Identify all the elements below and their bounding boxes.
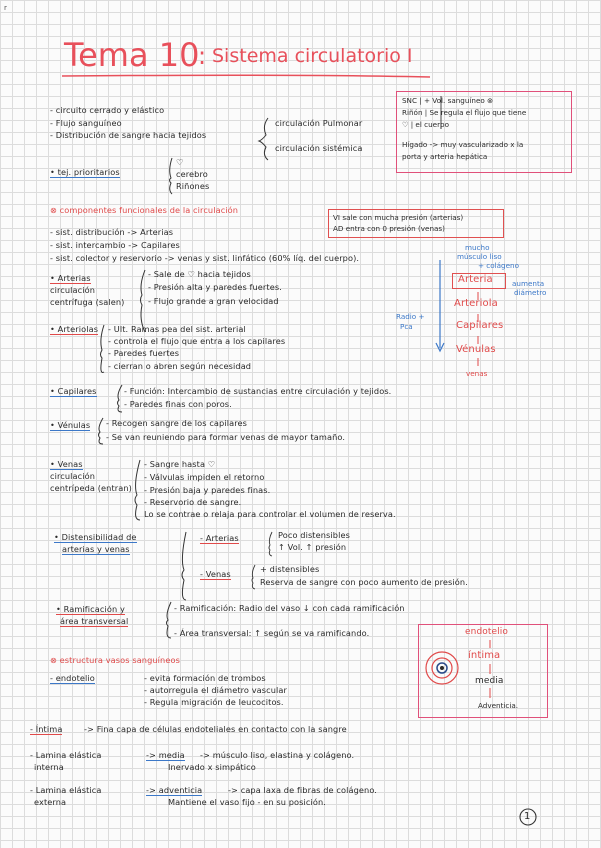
ramificacion-label xyxy=(56,604,125,614)
adventicia-sub: Mantiene el vaso fijo - en su posición. xyxy=(168,797,326,807)
organ-heart: ♡ xyxy=(176,157,184,167)
note-box-content xyxy=(402,95,526,163)
page-corner-mark: r xyxy=(4,3,7,12)
media-sub: Inervado x simpático xyxy=(168,762,256,772)
venas-item: - Presión baja y paredes finas. xyxy=(144,485,271,495)
dist-venas-item: Reserva de sangre con poco aumento de presión. xyxy=(260,577,468,587)
flow-side-left: Radio + xyxy=(396,312,425,321)
venas-item: - Válvulas impiden el retorno xyxy=(144,472,265,482)
arteriolas-item: - controla el flujo que entra a los capilares xyxy=(108,336,286,346)
ramificacion-label-text: área transversal xyxy=(60,616,129,626)
arterias-item: - Presión alta y paredes fuertes. xyxy=(148,282,282,292)
note-line: Hígado -> muy vascularizado x la xyxy=(402,140,524,149)
venas-label-text: • Venas xyxy=(50,459,83,469)
ramificacion-label xyxy=(60,616,128,626)
ramificacion-item: - Ramificación: Radio del vaso ↓ con cada ramificación xyxy=(174,603,405,613)
distensibilidad-label-text: • Distensibilidad de xyxy=(54,532,137,542)
distensibilidad-label-text: arterias y venas xyxy=(62,544,130,554)
lamina-externa: externa xyxy=(34,797,67,807)
endotelio-item: - Regula migración de leucocitos. xyxy=(144,697,284,707)
dist-arterias-item: ↑ Vol. ↑ presión xyxy=(278,542,347,552)
estructura-heading: ⊗ estructura vasos sanguíneos xyxy=(50,655,180,665)
flow-note: mucho xyxy=(465,243,490,252)
flow-side-left: Pca xyxy=(400,322,413,331)
venulas-item: - Recogen sangre de los capilares xyxy=(106,418,248,428)
venas-item: - Sangre hasta ♡ xyxy=(144,459,216,469)
venas-sub: circulación xyxy=(50,471,96,481)
vessel-label-endotelio: endotelio xyxy=(465,627,508,637)
ramificacion-item: - Área transversal: ↑ según se va ramificando. xyxy=(174,628,370,638)
flow-node-capilares: Capilares xyxy=(456,320,504,331)
page-number: 1 xyxy=(524,811,531,822)
flow-node-venas: venas xyxy=(466,369,488,378)
dist-venas-term xyxy=(200,569,231,579)
arteriolas-item: - Paredes fuertes xyxy=(108,348,180,358)
adventicia-term-text: -> adventicia xyxy=(146,785,203,795)
arterias-label-text: • Arterias xyxy=(50,273,91,283)
endotelio-label-text: - endotelio xyxy=(50,673,95,683)
arterias-item: - Flujo grande a gran velocidad xyxy=(148,296,279,306)
page-title: Sistema circulatorio I xyxy=(212,45,413,67)
dist-arterias-term-text: - Arterias xyxy=(200,533,239,543)
pressure-line: VI sale con mucha presión (arterias) xyxy=(333,213,464,222)
circulation-systemic: circulación sistémica xyxy=(275,143,363,153)
intro-item: - circuito cerrado y elástico xyxy=(50,105,165,115)
venas-label xyxy=(50,459,83,469)
arterias-sub: circulación xyxy=(50,285,96,295)
venulas-label-text: • Vénulas xyxy=(50,420,91,430)
dist-arterias-item: Poco distensibles xyxy=(278,530,350,540)
arterias-label xyxy=(50,273,91,283)
adventicia-text: -> capa laxa de fibras de colágeno. xyxy=(228,785,377,795)
dist-arterias-term xyxy=(200,533,239,543)
ramificacion-label-text: • Ramificación y xyxy=(56,604,125,614)
capilares-item: - Función: Intercambio de sustancias entre circulación y tejidos. xyxy=(124,386,392,396)
capilares-item: - Paredes finas con poros. xyxy=(124,399,232,409)
intima-label-text: - Íntima xyxy=(30,724,63,734)
media-term xyxy=(146,750,185,760)
arteriolas-item: - cierran o abren según necesidad xyxy=(108,361,252,371)
organ-kidneys: Riñones xyxy=(176,181,210,191)
note-line: porta y arteria hepática xyxy=(402,152,488,161)
endotelio-label xyxy=(50,673,95,683)
flow-note: músculo liso xyxy=(457,252,502,261)
intima-text: -> Fina capa de células endoteliales en contacto con la sangre xyxy=(84,724,347,734)
flow-node-arteriola: Arteriola xyxy=(454,298,498,309)
note-line: ♡ | el cuerpo xyxy=(402,120,449,129)
flow-side-right: diámetro xyxy=(514,288,547,297)
dist-venas-item: + distensibles xyxy=(260,564,320,574)
note-line: SNC | + Vol. sanguíneo ⊗ xyxy=(402,96,494,105)
vessel-label-intima: íntima xyxy=(468,650,501,661)
organ-brain: cerebro xyxy=(176,169,208,179)
lamina-interna: interna xyxy=(34,762,64,772)
component-item: - sist. intercambio -> Capilares xyxy=(50,240,180,250)
components-heading: ⊗ componentes funcionales de la circulación xyxy=(50,205,239,215)
venulas-label xyxy=(50,420,90,430)
component-item: - sist. colector y reservorio -> venas y sist. linfático (60% líq. del cuerpo). xyxy=(50,253,360,263)
venas-item: - Reservorio de sangre. xyxy=(144,497,242,507)
organs-label-text: • tej. prioritarios xyxy=(50,167,120,177)
capilares-label xyxy=(50,386,97,396)
venulas-item: - Se van reuniendo para formar venas de mayor tamaño. xyxy=(106,432,346,442)
endotelio-item: - autorregula el diámetro vascular xyxy=(144,685,288,695)
flow-note: + colágeno xyxy=(478,261,519,270)
intima-label xyxy=(30,724,62,734)
intro-item: - Flujo sanguíneo xyxy=(50,118,122,128)
capilares-label-text: • Capilares xyxy=(50,386,97,396)
arterias-sub: centrífuga (salen) xyxy=(50,297,125,307)
lamina-externa: - Lamina elástica xyxy=(30,785,102,795)
component-item: - sist. distribución -> Arterias xyxy=(50,227,174,237)
page-title-colon: : xyxy=(198,42,207,70)
arteriolas-label-text: • Arteriolas xyxy=(50,324,99,334)
vessel-label-adventicia: Adventicia. xyxy=(478,701,519,710)
dist-venas-term-text: - Venas xyxy=(200,569,231,579)
flow-side-right: aumenta xyxy=(512,279,545,288)
organs-label xyxy=(50,167,120,177)
flow-node-arteria: Arteria xyxy=(458,274,493,285)
adventicia-term xyxy=(146,785,202,795)
lamina-interna: - Lamina elástica xyxy=(30,750,102,760)
endotelio-item: - evita formación de trombos xyxy=(144,673,266,683)
pressure-line: AD entra con 0 presión (venas) xyxy=(333,224,445,233)
media-term-text: -> media xyxy=(146,750,185,760)
arteriolas-label xyxy=(50,324,98,334)
circulation-pulmonary: circulación Pulmonar xyxy=(275,118,363,128)
vessel-label-media: media xyxy=(475,676,504,686)
venas-sub: centrípeda (entran) xyxy=(50,483,132,493)
venas-item: Lo se contrae o relaja para controlar el volumen de reserva. xyxy=(144,509,396,519)
flow-node-venulas: Vénulas xyxy=(456,344,496,355)
page-title-prefix: Tema 10 xyxy=(64,36,200,74)
media-text: -> músculo liso, elastina y colágeno. xyxy=(200,750,355,760)
note-line xyxy=(402,131,526,139)
distensibilidad-label xyxy=(54,532,137,542)
distensibilidad-label xyxy=(62,544,130,554)
note-line: Riñón | Se regula el flujo que tiene xyxy=(402,108,527,117)
arteriolas-item: - Ult. Ramas pea del sist. arterial xyxy=(108,324,246,334)
intro-item: - Distribución de sangre hacia tejidos xyxy=(50,130,207,140)
arterias-item: - Sale de ♡ hacia tejidos xyxy=(148,269,251,279)
